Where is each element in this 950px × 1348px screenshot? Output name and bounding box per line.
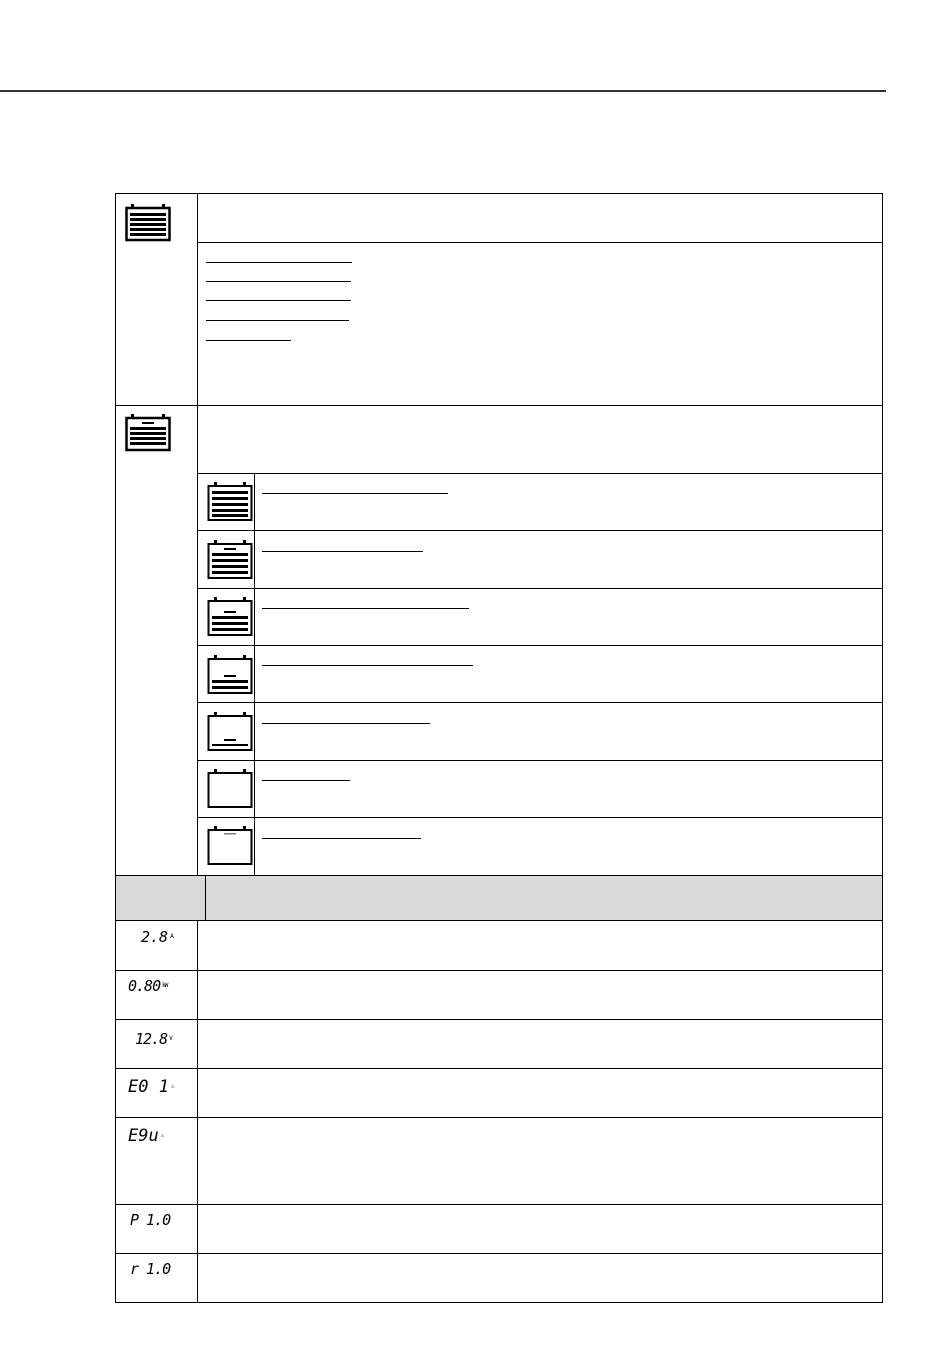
battery-charging-icon: [125, 414, 171, 452]
battery-level-1-icon: [207, 712, 253, 752]
battery-empty-icon: [207, 769, 253, 809]
display-code-power: 0.80 $^{kW}$: [128, 977, 168, 995]
display-code-r10: r 1.0: [130, 1260, 171, 1278]
code-table-header: [116, 876, 882, 920]
display-code-error-e9u: E9u ⚠: [128, 1126, 165, 1146]
display-code-p10: P 1.0: [130, 1211, 171, 1229]
display-code-error-e01: E0 1 ⚠: [128, 1077, 175, 1097]
battery-level-2-icon: [207, 655, 253, 695]
display-code-voltage: 12.8 $^V$: [135, 1030, 172, 1048]
battery-level-4-icon: [207, 540, 253, 580]
header-rule: [0, 90, 886, 92]
battery-full-icon: [125, 204, 171, 242]
display-code-current: 2.8 $^A$: [141, 928, 174, 946]
battery-empty-flash-icon: [207, 826, 253, 866]
battery-level-5-icon: [207, 482, 253, 522]
battery-level-3-icon: [207, 597, 253, 637]
